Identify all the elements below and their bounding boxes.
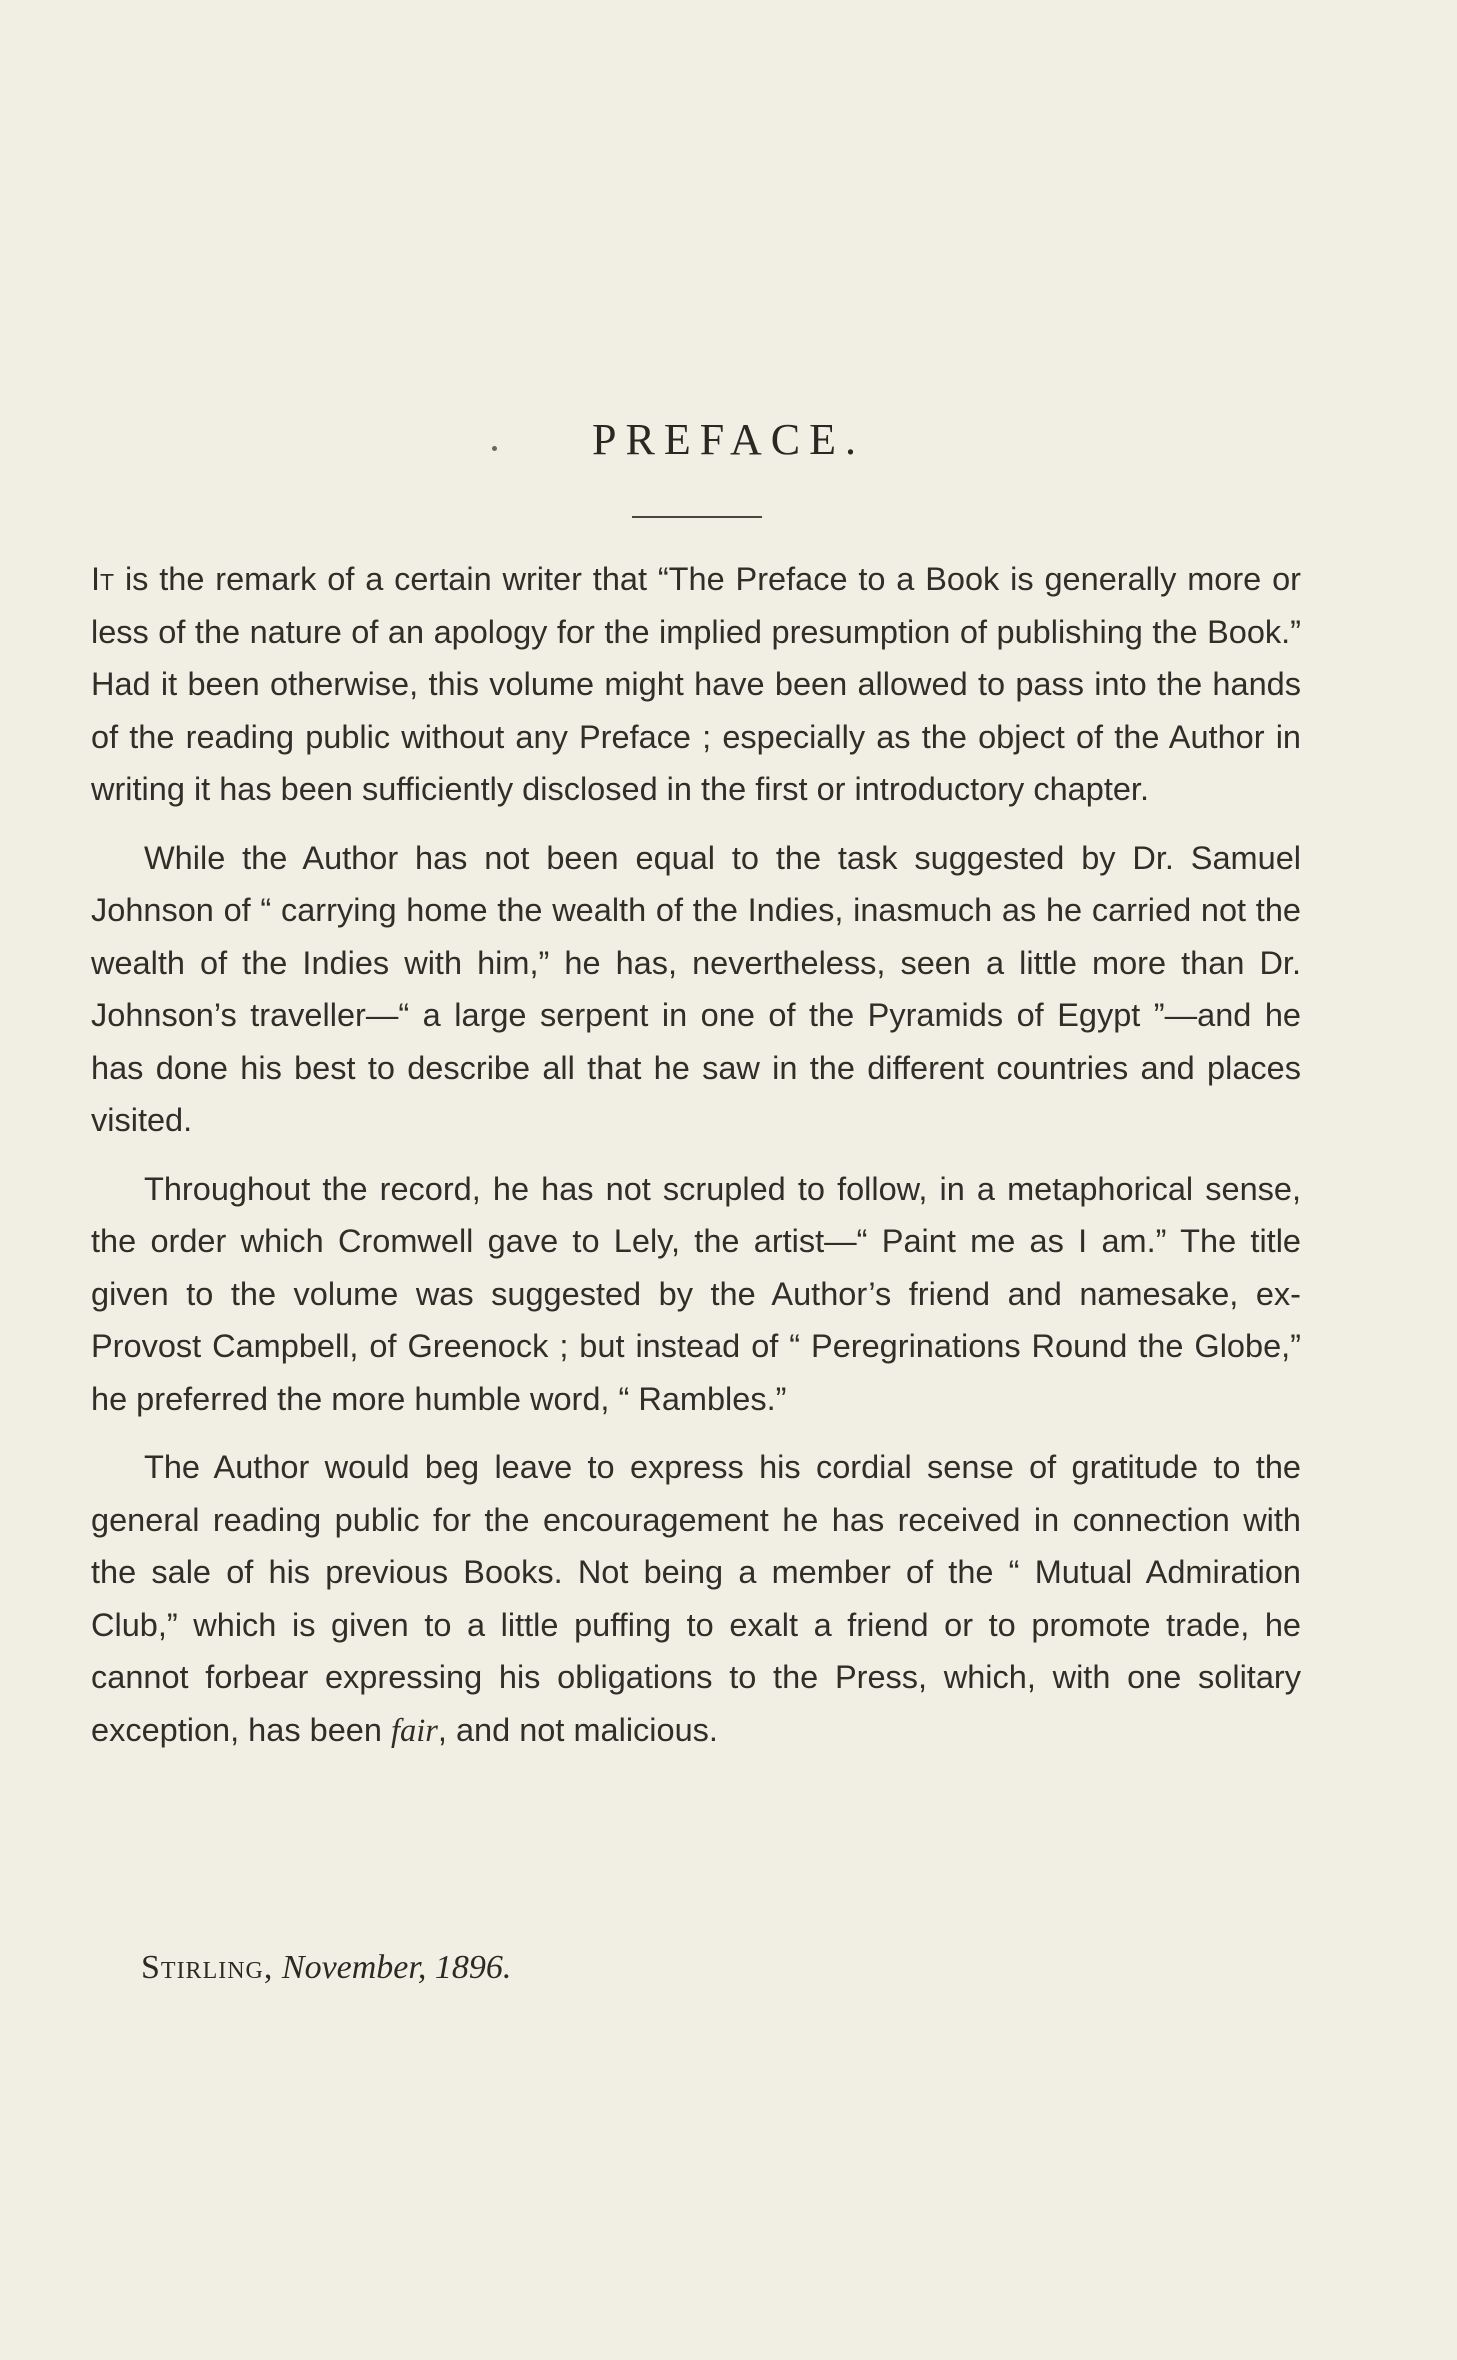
paragraph-4-italic: fair (390, 1712, 438, 1749)
title-rule (632, 516, 762, 518)
signature-line (141, 1949, 511, 1987)
paragraph-1 (91, 553, 1301, 816)
paragraph-4-text: The Author would beg leave to express his cordial sense of gratitude to the general reading public for the encouragement he has received in connection with the sale of his previous Books. Not being a member of the “ Mutual Admiration Club,” which is given to a little puffing to exalt a friend or to promote trade, he cannot forbear expressing his obligations to the Press, which, with one solitary exception, has been (91, 1449, 1301, 1748)
paragraph-4 (91, 1441, 1301, 1757)
paragraph-1-text: is the remark of a certain writer that “The Preface to a Book is generally more or less of the nature of an apology for the implied presumption of publishing the Book.” Had it been otherwise, this volume might have been allowed to pass into the hands of the reading public without any Preface ; especially as the object of the Author in writing it has been sufficiently disclosed in the first or introductory chapter. (91, 561, 1301, 807)
signature-place: Stirling, (141, 1949, 274, 1986)
paragraph-4-end: , and not malicious. (437, 1711, 718, 1748)
paragraph-2: While the Author has not been equal to the task suggested by Dr. Samuel Johnson of “ carrying home the wealth of the Indies, inasmuch as he carried not the wealth of the Indies with him,” he has, nevertheless, seen a little more than Dr. Johnson’s traveller—“ a large serpent in one of the Pyramids of Egypt ”—and he has done his best to describe all that he saw in the different countries and places visited. (91, 839, 1301, 1138)
paragraph-3: Throughout the record, he has not scrupled to follow, in a metaphorical sense, the order which Cromwell gave to Lely, the artist—“ Paint me as I am.” The title given to the volume was suggested by the Author’s friend and namesake, ex-Provost Campbell, of Greenock ; but instead of “ Peregrinations Round the Globe,” he preferred the more humble word, “ Rambles.” (91, 1170, 1301, 1417)
signature-date: November, 1896. (281, 1949, 512, 1986)
paragraph-1-lead: It (91, 561, 115, 597)
preface-body (91, 553, 1301, 1773)
page-title: PREFACE. (592, 415, 865, 464)
